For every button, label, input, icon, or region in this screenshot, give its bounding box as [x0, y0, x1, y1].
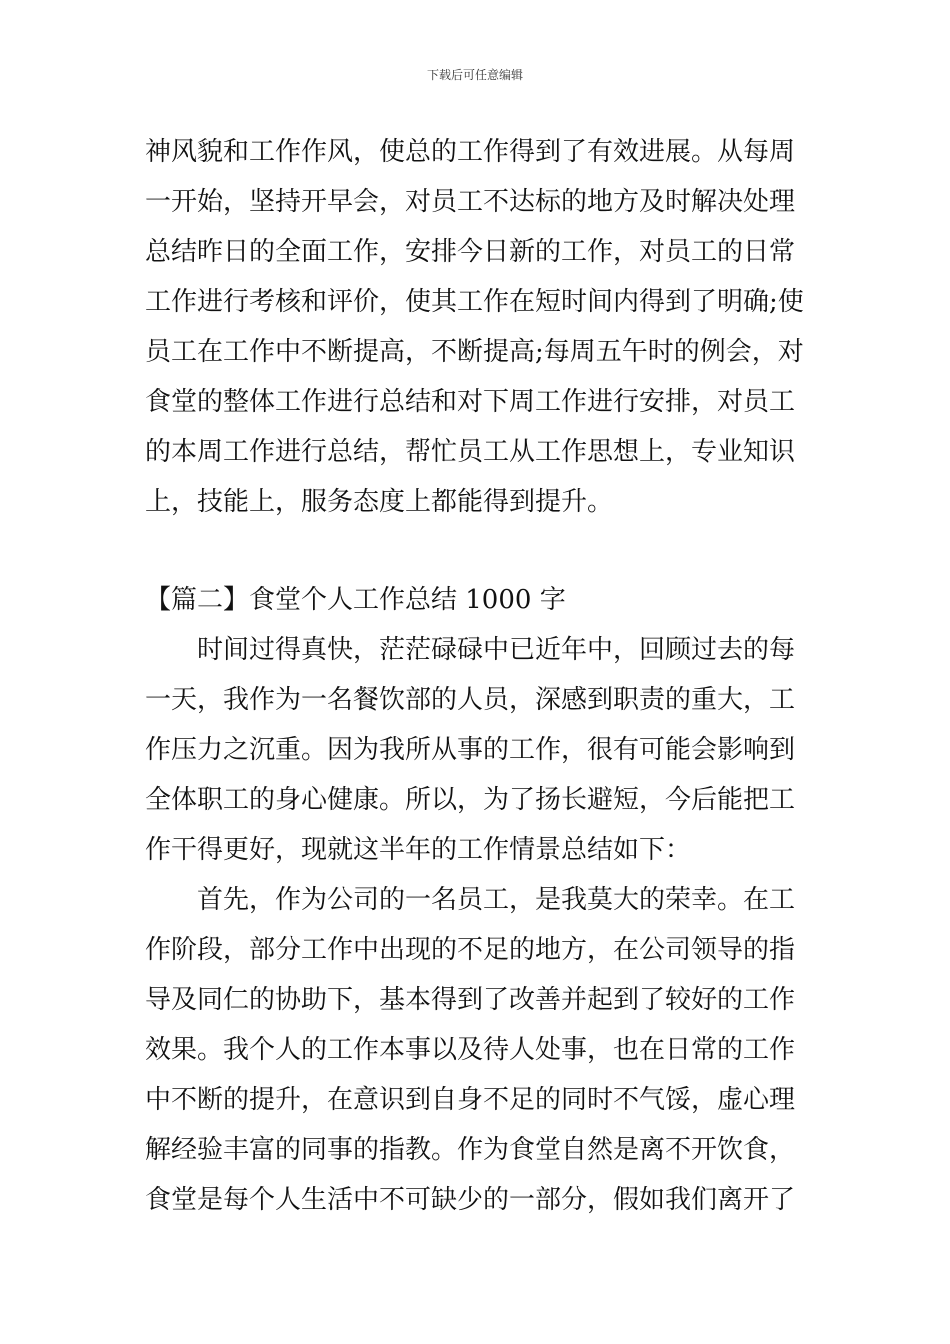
- paragraph1-line: 神风貌和工作作风，使总的工作得到了有效进展。从每周: [145, 137, 796, 167]
- paragraph3-line: 中不断的提升，在意识到自身不足的同时不气馁，虚心理: [145, 1085, 796, 1115]
- paragraph1-line: 一开始，坚持开早会，对员工不达标的地方及时解决处理: [145, 187, 796, 217]
- paragraph2-line: 全体职工的身心健康。所以，为了扬长避短，今后能把工: [145, 785, 796, 815]
- paragraph1-line: 总结昨日的全面工作，安排今日新的工作，对员工的日常: [145, 237, 796, 267]
- paragraph1-line: 上，技能上，服务态度上都能得到提升。: [145, 487, 614, 517]
- paragraph1-line: 工作进行考核和评价，使其工作在短时间内得到了明确;使: [145, 287, 804, 317]
- paragraph1-line: 员工在工作中不断提高，不断提高;每周五午时的例会，对: [145, 337, 804, 367]
- paragraph3-line: 导及同仁的协助下，基本得到了改善并起到了较好的工作: [145, 985, 796, 1015]
- paragraph2-line: 一天，我作为一名餐饮部的人员，深感到职责的重大，工: [145, 685, 796, 715]
- paragraph2-line: 作干得更好，现就这半年的工作情景总结如下：: [145, 835, 692, 865]
- paragraph1-line: 的本周工作进行总结，帮忙员工从工作思想上，专业知识: [145, 437, 796, 467]
- paragraph3-line: 解经验丰富的同事的指教。作为食堂自然是离不开饮食，: [145, 1135, 796, 1165]
- page-header: 下载后可任意编辑: [426, 68, 523, 82]
- paragraph3-line: 首先，作为公司的一名员工，是我莫大的荣幸。在工: [197, 885, 796, 915]
- paragraph1-line: 食堂的整体工作进行总结和对下周工作进行安排，对员工: [145, 387, 796, 417]
- paragraph2-line: 作压力之沉重。因为我所从事的工作，很有可能会影响到: [145, 735, 796, 765]
- paragraph3-line: 食堂是每个人生活中不可缺少的一部分，假如我们离开了: [145, 1185, 796, 1215]
- paragraph3-line: 效果。我个人的工作本事以及待人处事，也在日常的工作: [145, 1035, 796, 1065]
- paragraph2-line: 时间过得真快，茫茫碌碌中已近年中，回顾过去的每: [197, 635, 796, 665]
- paragraph3-line: 作阶段，部分工作中出现的不足的地方，在公司领导的指: [145, 935, 796, 965]
- section-title: 【篇二】食堂个人工作总结 1000 字: [145, 585, 566, 615]
